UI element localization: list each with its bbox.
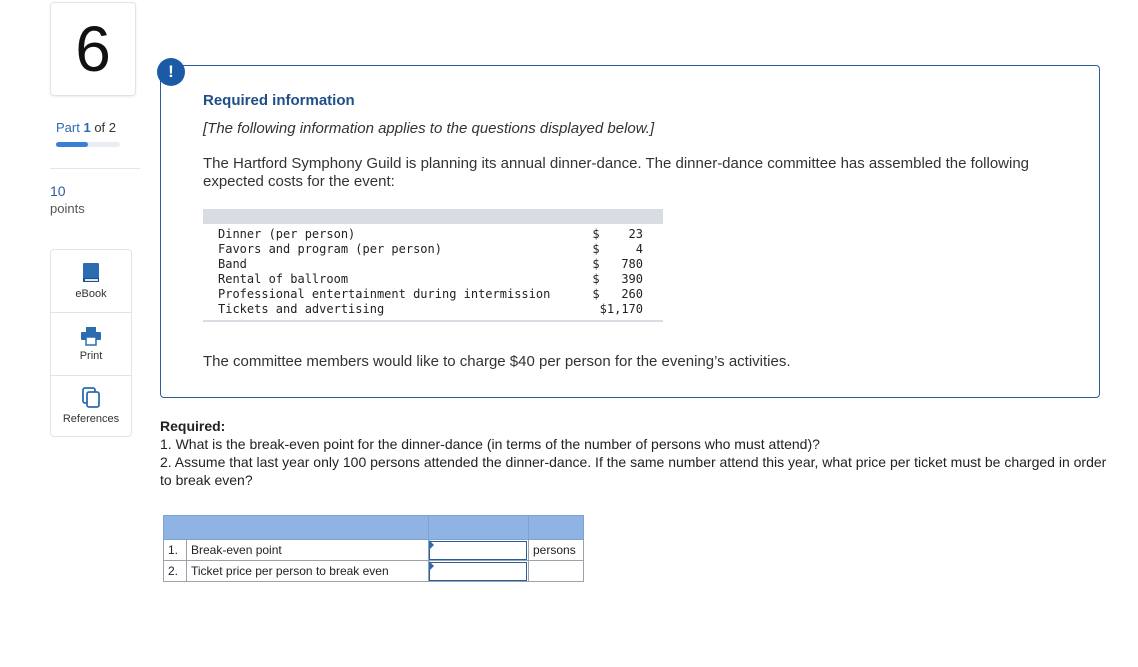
cost-row: [203, 242, 663, 257]
answer-table: [163, 515, 584, 582]
row-unit: persons: [529, 540, 584, 561]
ebook-button[interactable]: [51, 250, 131, 313]
print-label: Print: [79, 350, 103, 362]
cost-row: [203, 272, 663, 287]
cost-item: Band: [218, 257, 247, 271]
cost-item: Tickets and advertising: [218, 302, 385, 316]
points-value: 10: [50, 183, 66, 199]
cost-item: Professional entertainment during intermission: [218, 287, 551, 301]
flag-marker-icon: [429, 540, 434, 550]
cost-item: Dinner (per person): [218, 227, 356, 241]
part-prefix: Part: [56, 120, 80, 135]
cost-row: [203, 227, 663, 242]
cost-amount: $ 260: [592, 287, 643, 301]
required-item: 2. Assume that last year only 100 persons attended the dinner-dance. If the same number attend this year, what price per ticket must be charged in order to break even?: [160, 454, 1107, 488]
header-cell: [429, 516, 529, 540]
part-of: of 2: [94, 120, 117, 135]
divider: [50, 168, 140, 169]
book-icon: [81, 262, 101, 284]
part-current: 1: [83, 120, 91, 135]
tools-panel: [50, 249, 132, 437]
cost-amount: $ 4: [592, 242, 643, 256]
answer-table-header: [164, 516, 584, 540]
print-button[interactable]: [51, 313, 131, 376]
references-label: References: [62, 413, 120, 425]
flag-marker-icon: [429, 561, 434, 571]
cost-amount: $ 780: [592, 257, 643, 271]
cost-amount: $ 23: [592, 227, 643, 241]
info-title: Required information: [203, 92, 355, 109]
part-progress-fill: [56, 142, 88, 147]
part-progress-bar: [56, 142, 120, 147]
required-text: [160, 435, 1110, 489]
break-even-point-input[interactable]: [429, 541, 527, 560]
cost-item: Rental of ballroom: [218, 272, 349, 286]
part-indicator: [56, 120, 116, 135]
header-cell: [529, 516, 584, 540]
header-cell: [164, 516, 429, 540]
required-item: 1. What is the break-even point for the dinner-dance (in terms of the number of persons who must attend)?: [160, 436, 820, 452]
row-label: Break-even point: [187, 540, 429, 561]
row-number: 2.: [164, 561, 187, 582]
table-row: [164, 561, 584, 582]
info-intro: The Hartford Symphony Guild is planning its annual dinner-dance. The dinner-dance committee has assembled the following expected costs for the event:: [203, 155, 1030, 190]
question-number: 6: [50, 2, 136, 96]
points-label: points: [50, 201, 85, 216]
ticket-price-input[interactable]: [429, 562, 527, 581]
printer-icon: [80, 326, 102, 346]
cost-table: [203, 209, 663, 322]
info-note: [The following information applies to the questions displayed below.]: [203, 120, 655, 137]
row-unit: [529, 561, 584, 582]
row-label: Ticket price per person to break even: [187, 561, 429, 582]
row-number: 1.: [164, 540, 187, 561]
cost-row: [203, 257, 663, 272]
cost-amount: $1,170: [599, 302, 643, 316]
cost-item: Favors and program (per person): [218, 242, 442, 256]
cost-row: [203, 302, 663, 317]
required-title: Required:: [160, 418, 226, 434]
references-button[interactable]: [51, 376, 131, 436]
documents-icon: [81, 387, 101, 409]
required-information-panel: [160, 65, 1100, 398]
cost-amount: $ 390: [592, 272, 643, 286]
alert-icon: !: [157, 58, 185, 86]
answer-cell: [429, 561, 529, 582]
info-closing: The committee members would like to charge $40 per person for the evening’s activities.: [203, 353, 791, 370]
answer-cell: [429, 540, 529, 561]
ebook-label: eBook: [75, 288, 107, 300]
table-row: [164, 540, 584, 561]
cost-row: [203, 287, 663, 302]
